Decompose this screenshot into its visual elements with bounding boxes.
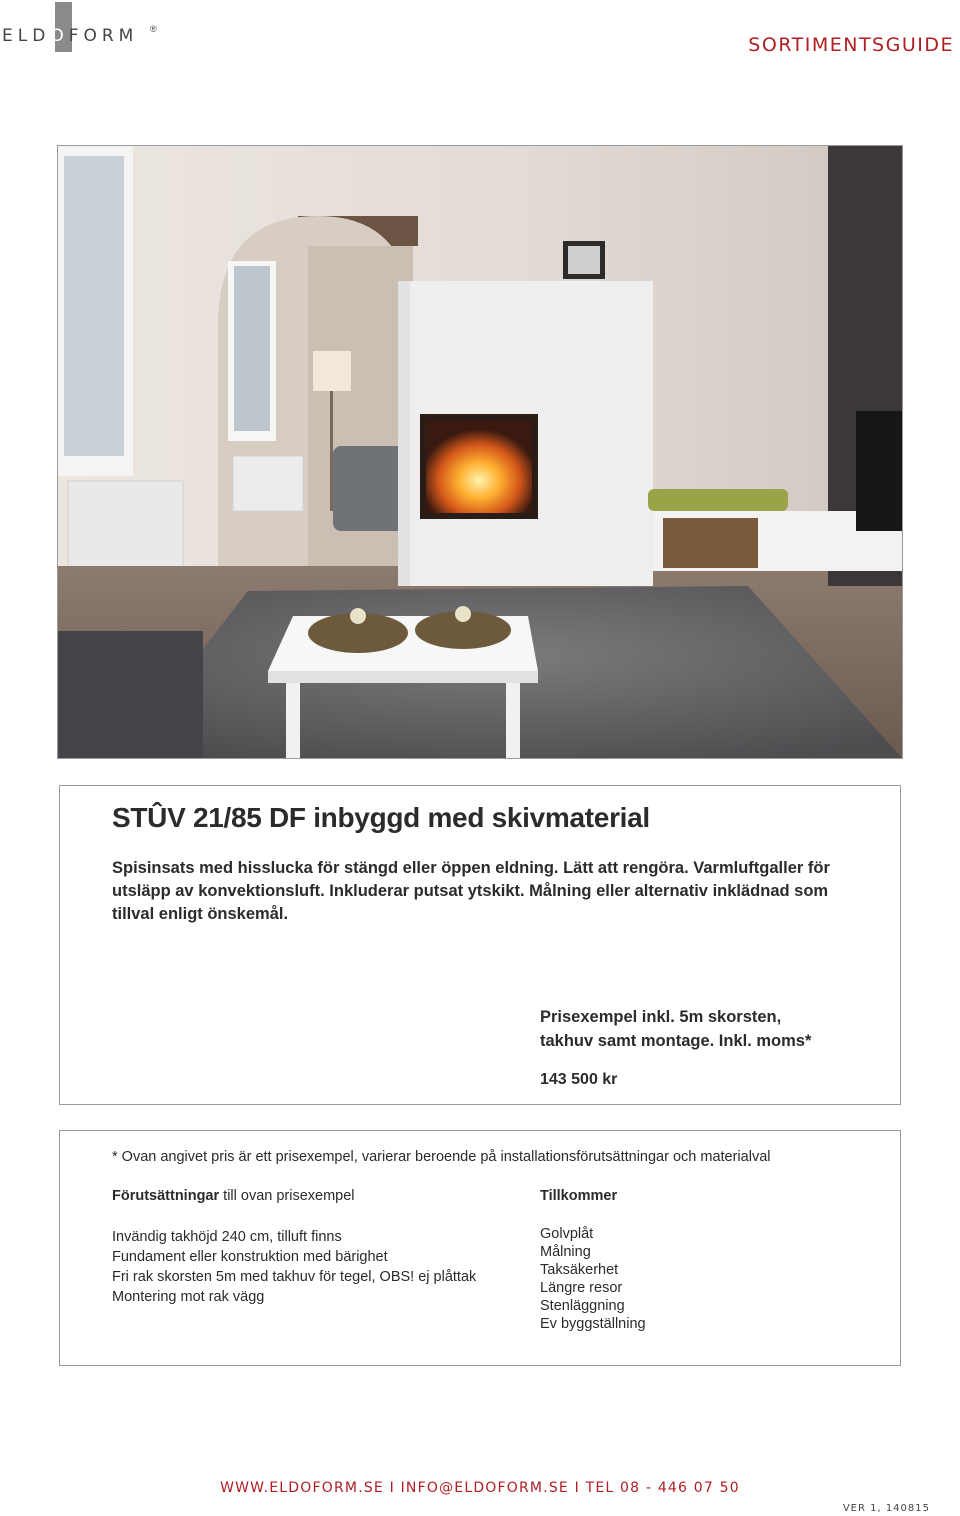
prerequisites-heading-rest: till ovan prisexempel	[219, 1188, 355, 1204]
additional-costs-list	[540, 1225, 646, 1333]
list-item: Montering mot rak vägg	[112, 1289, 265, 1305]
prerequisites-list	[112, 1227, 476, 1307]
product-photo	[58, 146, 902, 758]
living-room-fireplace-image	[58, 146, 902, 758]
eldoform-logo	[0, 0, 170, 56]
list-item: Målning	[540, 1244, 591, 1260]
list-item: Ev byggställning	[540, 1316, 646, 1332]
list-item: Invändig takhöjd 240 cm, tilluft finns	[112, 1229, 342, 1245]
list-item: Stenläggning	[540, 1298, 625, 1314]
price-note	[540, 1005, 860, 1053]
list-item: Fundament eller konstruktion med bärighet	[112, 1249, 388, 1265]
registered-mark: ®	[150, 24, 157, 34]
footer-version: VER 1, 140815	[842, 1503, 930, 1514]
conditions-box	[59, 1130, 901, 1366]
prerequisites-heading-bold: Förutsättningar	[112, 1188, 220, 1204]
prerequisites-heading	[112, 1188, 355, 1204]
product-title: STÛV 21/85 DF inbyggd med skivmaterial	[112, 802, 650, 833]
price-value: 143 500 kr	[540, 1071, 618, 1088]
price-note-line-2: takhuv samt montage. Inkl. moms*	[540, 1032, 812, 1050]
list-item: Golvplåt	[540, 1226, 594, 1242]
price-footnote: * Ovan angivet pris är ett prisexempel, varierar beroende på installationsförutsättningar och materialval	[112, 1149, 771, 1165]
product-info-box	[59, 785, 901, 1105]
list-item: Längre resor	[540, 1280, 623, 1296]
logo-text-before: ELD	[2, 26, 51, 46]
price-note-line-1: Prisexempel inkl. 5m skorsten,	[540, 1008, 782, 1026]
footer-contact-line: WWW.ELDOFORM.SE I INFO@ELDOFORM.SE I TEL 08 - 446 07 50	[220, 1480, 740, 1496]
product-description: Spisinsats med hisslucka för stängd eller öppen eldning. Lätt att rengöra. Varmluftgaller för utsläpp av konvektionsluft. Inkluderar putsat ytskikt. Målning eller alternativ inklädnad som tillval enligt önskemål.	[112, 859, 830, 923]
logo-text-after: FORM	[68, 26, 139, 46]
logo-wordmark	[2, 26, 138, 46]
list-item: Taksäkerhet	[540, 1262, 619, 1278]
document-title: SORTIMENTSGUIDE	[748, 34, 954, 56]
list-item: Fri rak skorsten 5m med takhuv för tegel, OBS! ej plåttak	[112, 1269, 477, 1285]
logo-text-bar: O	[50, 26, 69, 46]
additional-costs-heading: Tillkommer	[540, 1188, 618, 1204]
